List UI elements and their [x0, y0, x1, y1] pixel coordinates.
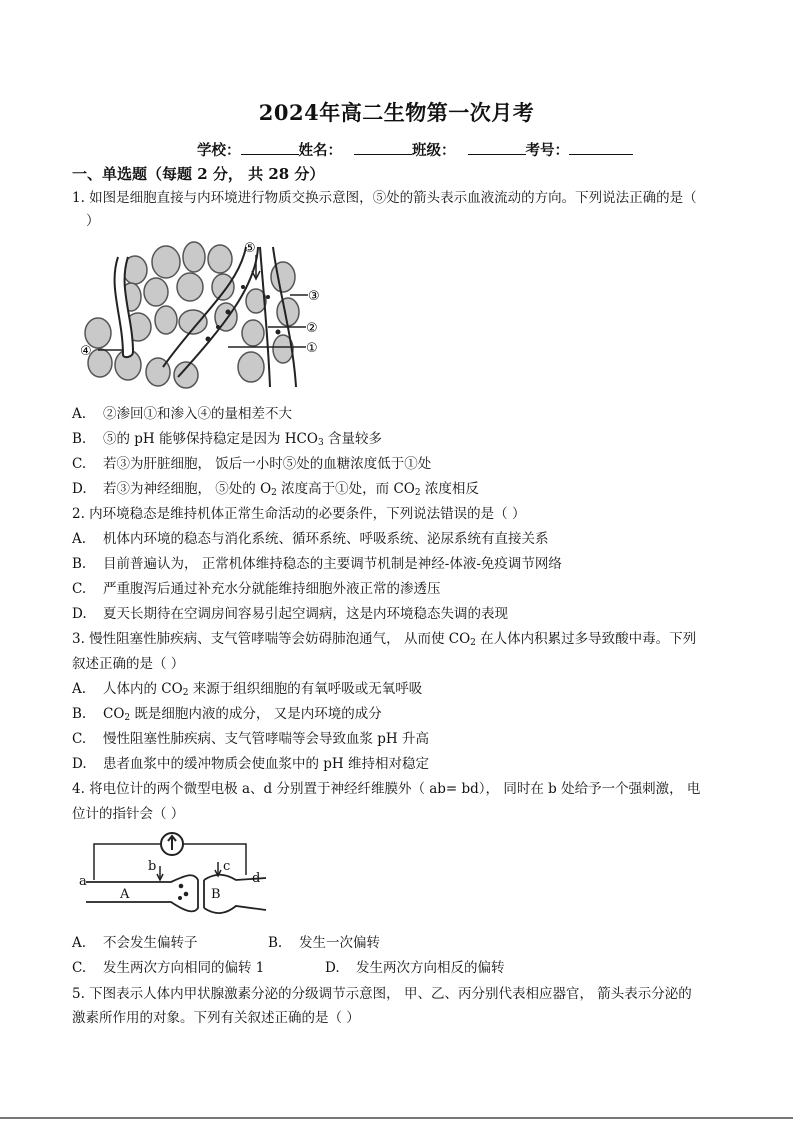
q2-option-a[interactable]: A. 机体内环境的稳态与消化系统、循环系统、呼吸系统、泌尿系统有直接关系: [72, 531, 549, 547]
q2-option-b[interactable]: B. 目前普遍认为， 正常机体维持稳态的主要调节机制是神经-体液-免疫调节网络: [72, 556, 562, 572]
q3-option-d[interactable]: D. 患者血浆中的缓冲物质会使血浆中的 pH 维持相对稳定: [72, 756, 429, 772]
label-3: ③: [308, 289, 320, 304]
q1-option-b[interactable]: B. ⑤的 pH 能够保持稳定是因为 $HCO_3$ 含量较多: [72, 431, 382, 448]
cell: [155, 306, 177, 334]
q1-option-a[interactable]: A. ②渗回①和渗入④的量相差不大: [72, 406, 292, 422]
name-blank: [354, 140, 412, 155]
label-2: ②: [306, 321, 318, 336]
q3-option-c[interactable]: C. 慢性阻塞性肺疾病、支气管哮喘等会导致血浆 pH 升高: [72, 731, 429, 747]
page-title: 2024年高二生物第一次月考: [258, 100, 535, 125]
label-b: b: [148, 859, 157, 874]
cell: [177, 273, 203, 301]
cell: [208, 245, 232, 273]
cell: [179, 310, 207, 334]
name-label: 姓名：: [298, 142, 342, 159]
cell: [174, 362, 198, 388]
label-4: ④: [80, 344, 92, 359]
q4-stem-line1: 4. 将电位计的两个微型电极 a、d 分别置于神经纤维膜外（ ab= bd）， 同时在 b 处给予一个强刺激， 电: [72, 781, 701, 797]
cell: [271, 262, 295, 292]
label-a: a: [79, 874, 87, 889]
cell: [183, 242, 205, 272]
q3-stem-line2: 叙述正确的是（ ）: [72, 656, 185, 672]
q2-option-c[interactable]: C. 严重腹泻后通过补充水分就能维持细胞外液正常的渗透压: [72, 581, 441, 597]
q1-option-c[interactable]: C. 若③为肝脏细胞， 饭后一小时⑤处的血糖浓度低于①处: [72, 456, 432, 472]
q2-stem: 2. 内环境稳态是维持机体正常生命活动的必要条件，下列说法错误的是（ ）: [72, 506, 526, 522]
cell: [238, 352, 264, 382]
q1-option-d[interactable]: D. 若③为神经细胞， ⑤处的 $O_2$ 浓度高于①处，而 $CO_2$ 浓度相反: [72, 481, 479, 498]
q4-stem-line2: 位计的指针会（ ）: [72, 806, 185, 822]
cell: [212, 274, 234, 300]
school-label: 学校：: [197, 142, 241, 159]
school-blank: [241, 140, 299, 155]
class-blank: [468, 140, 526, 155]
q5-stem-line1: 5. 下图表示人体内甲状腺激素分泌的分级调节示意图， 甲、乙、丙分别代表相应器官， 箭头表示分泌的: [72, 986, 692, 1002]
label-d: d: [252, 871, 261, 886]
cell: [144, 278, 168, 306]
id-label: 考号：: [525, 142, 569, 159]
page-bottom-rule: [0, 1117, 793, 1119]
cell: [152, 246, 180, 278]
q4-neuron-diagram: [76, 830, 276, 922]
label-B: B: [211, 887, 221, 902]
class-label: 班级：: [412, 142, 456, 159]
q3-option-b[interactable]: B. $CO_2$ 既是细胞内液的成分， 又是内环境的成分: [72, 706, 382, 723]
label-5: ⑤: [244, 241, 256, 256]
student-info-line: [197, 139, 633, 160]
section-heading: 一、单选题（每题 2 分， 共 28 分）: [72, 165, 325, 183]
label-A: A: [120, 887, 130, 902]
q3-option-a[interactable]: A. 人体内的 $CO_2$ 来源于组织细胞的有氧呼吸或无氧呼吸: [72, 681, 423, 698]
q1-stem-line1: 1. 如图是细胞直接与内环境进行物质交换示意图，⑤处的箭头表示血液流动的方向。下列说法正确的是（: [72, 190, 697, 206]
q4-option-a[interactable]: A. 不会发生偏转子: [72, 935, 198, 951]
q4-option-d[interactable]: D. 发生两次方向相反的偏转: [325, 960, 505, 976]
q1-stem-line2: ）: [86, 213, 100, 229]
label-1: ①: [306, 341, 318, 356]
id-blank: [569, 140, 633, 155]
label-c: c: [223, 859, 231, 874]
q4-option-c[interactable]: C. 发生两次方向相同的偏转 1: [72, 960, 265, 976]
q5-stem-line2: 激素所作用的对象。下列有关叙述正确的是（ ）: [72, 1010, 360, 1026]
neuron-a: [86, 875, 198, 911]
cell: [242, 320, 264, 346]
cell: [277, 298, 299, 326]
q4-option-b[interactable]: B. 发生一次偏转: [268, 935, 380, 951]
q3-stem-line1: 3. 慢性阻塞性肺疾病、支气管哮喘等会妨碍肺泡通气， 从而使 $CO_2$ 在人体内积累过多导致酸中毒。下列: [72, 631, 697, 648]
q1-tissue-diagram: [78, 237, 338, 397]
q2-option-d[interactable]: D. 夏天长期待在空调房间容易引起空调病，这是内环境稳态失调的表现: [72, 606, 508, 622]
